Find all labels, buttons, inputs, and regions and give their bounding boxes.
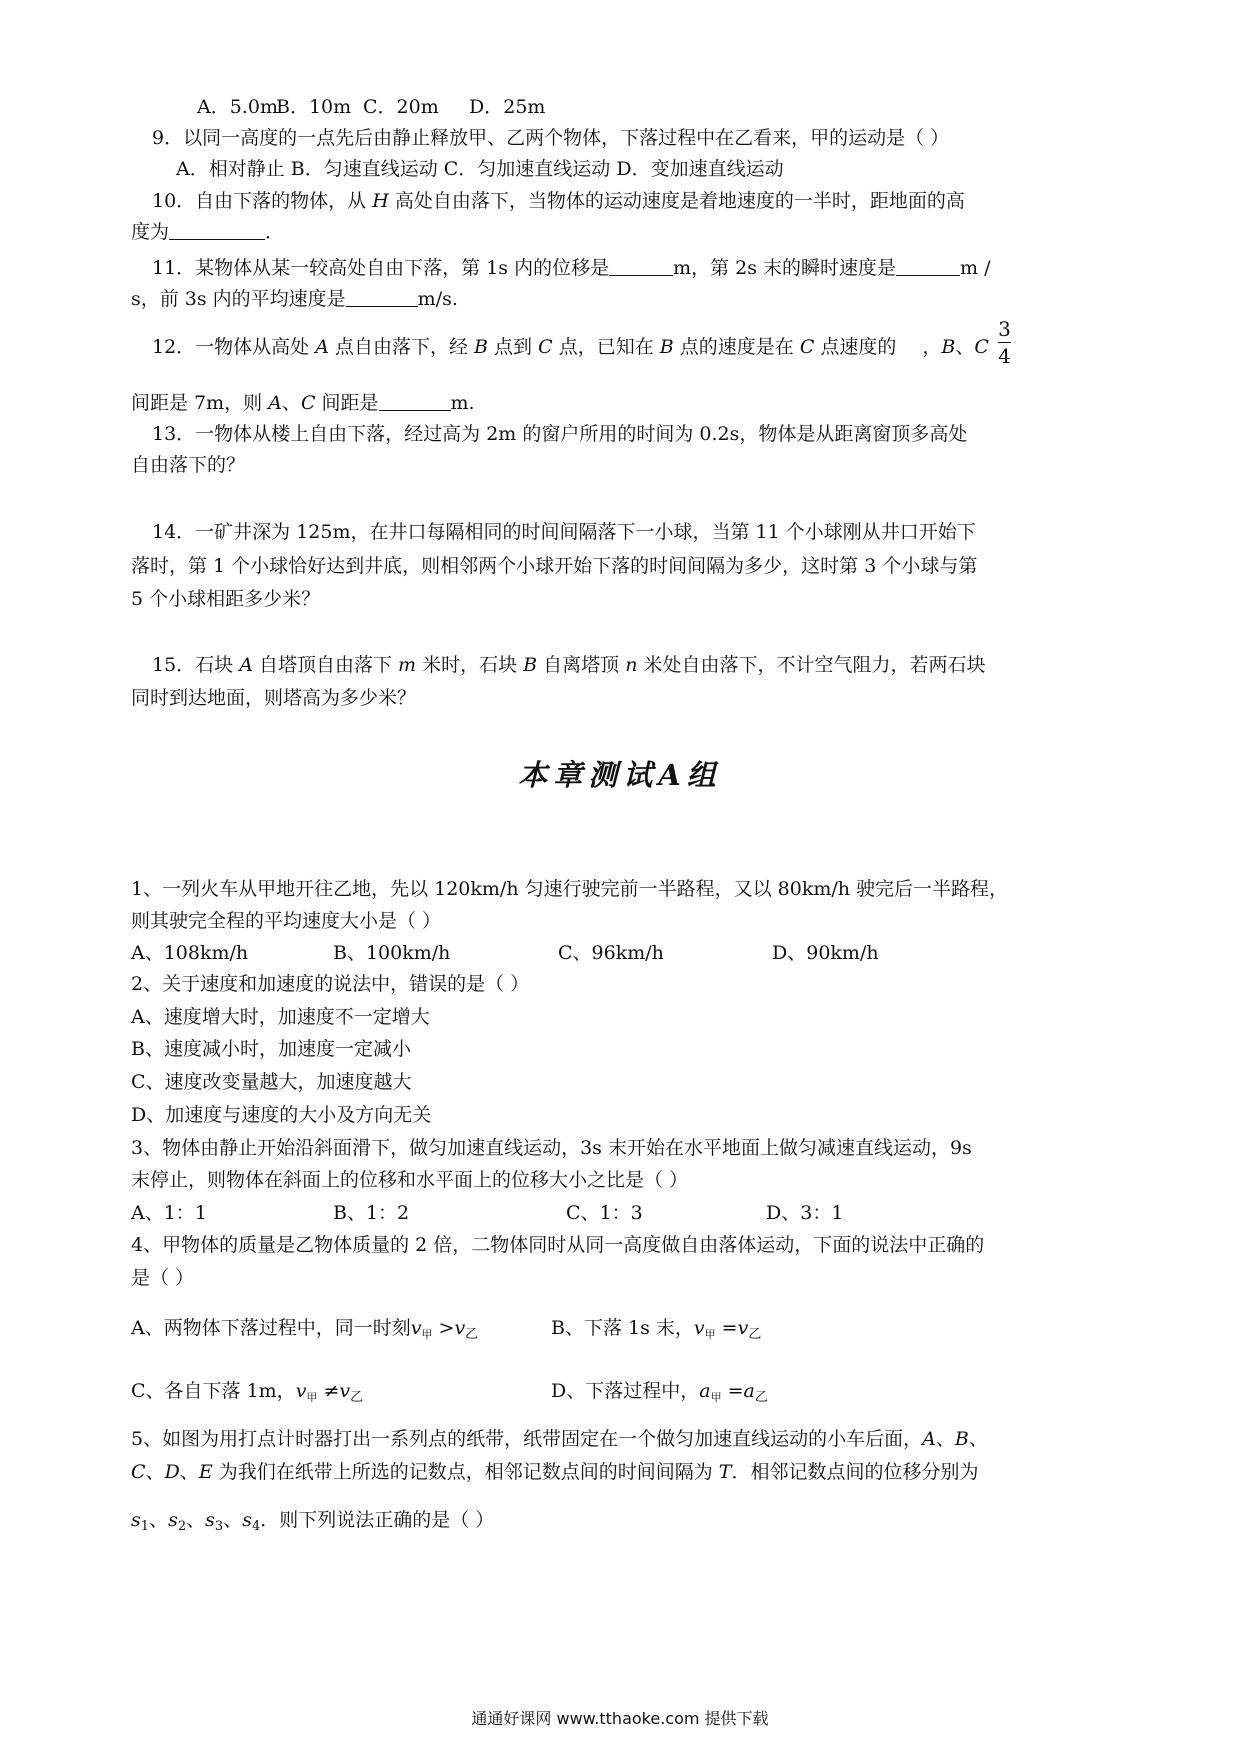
q14-line-2: 落时，第 1 个小球恰好达到井底，则相邻两个小球开始下落的时间间隔为多少，这时第 3 个小球与第 xyxy=(131,555,978,577)
q10-line-1: 10．自由下落的物体，从 H 高处自由落下，当物体的运动速度是着地速度的一半时，距地面的高 xyxy=(152,190,965,212)
p2-option-b: B、速度减小时，加速度一定减小 xyxy=(131,1038,411,1060)
p2-option-a: A、速度增大时，加速度不一定增大 xyxy=(131,1006,430,1028)
q10-line-2: 度为 ． xyxy=(131,221,285,243)
q15-line-2: 同时到达地面，则塔高为多少米？ xyxy=(131,687,417,709)
answer-blank xyxy=(609,257,673,276)
q8-option-b: B．10m xyxy=(276,96,352,118)
p4-option-c: C、各自下落 1m，$v_甲 \ne v_乙$ xyxy=(131,1380,364,1405)
p1-option-d: D、90km/h xyxy=(772,942,879,964)
q11-line-1: 11．某物体从某一较高处自由下落，第 1s 内的位移是 m，第 2s 末的瞬时速度是 m / xyxy=(152,257,991,279)
p1-option-b: B、100km/h xyxy=(333,942,451,964)
page-footer: 通通好课网 www.tthaoke.com 提供下载 xyxy=(471,1709,769,1728)
p4-line-1: 4、甲物体的质量是乙物体质量的 2 倍，二物体同时从同一高度做自由落体运动，下面的说法中正确的 xyxy=(131,1234,985,1256)
q8-option-c: C．20m xyxy=(363,96,439,118)
p3-option-d: D、3：1 xyxy=(766,1202,844,1224)
p2-option-d: D、加速度与速度的大小及方向无关 xyxy=(131,1104,432,1126)
p3-line-1: 3、物体由静止开始沿斜面滑下，做匀加速直线运动，3s 末开始在水平地面上做匀减速直线运动，9s xyxy=(131,1137,972,1159)
q15-line-1: 15．石块 A 自塔顶自由落下 m 米时，石块 B 自离塔顶 n 米处自由落下，不计空气阻力，若两石块 xyxy=(152,654,986,676)
q9-options: A．相对静止 B．匀速直线运动 C．匀加速直线运动 D．变加速直线运动 xyxy=(176,158,784,180)
answer-blank xyxy=(169,221,265,240)
p2-stem: 2、关于速度和加速度的说法中，错误的是（ ） xyxy=(131,973,530,995)
p3-option-b: B、1：2 xyxy=(333,1202,410,1224)
q14-line-3: 5 个小球相距多少米？ xyxy=(131,588,321,610)
p5-line-2: C、D、E 为我们在纸带上所选的记数点，相邻记数点间的时间间隔为 T．相邻记数点间的位移分别为 xyxy=(131,1461,979,1483)
p4-option-d: D、下落过程中，$a_甲 =a_乙$ xyxy=(551,1380,768,1405)
p1-option-a: A、108km/h xyxy=(131,942,249,964)
p3-line-2: 末停止，则物体在斜面上的位移和水平面上的位移大小之比是（ ） xyxy=(131,1169,689,1191)
fraction-three-quarters xyxy=(998,318,1011,367)
p1-option-c: C、96km/h xyxy=(558,942,664,964)
p4-line-2: 是（ ） xyxy=(131,1267,195,1289)
q9-stem: 9．以同一高度的一点先后由静止释放甲、乙两个物体，下落过程中在乙看来，甲的运动是（ ） xyxy=(152,127,950,149)
p4-option-a: A、两物体下落过程中，同一时刻$v_甲 >v_乙$ xyxy=(131,1317,479,1342)
p3-option-a: A、1：1 xyxy=(131,1202,207,1224)
q13-line-1: 13．一物体从楼上自由下落，经过高为 2m 的窗户所用的时间为 0.2s，物体是从距离窗顶多高处 xyxy=(152,423,968,445)
q8-option-a: A．5.0m xyxy=(197,96,278,118)
p1-line-1: 1、一列火车从甲地开往乙地，先以 120km/h 匀速行驶完前一半路程，又以 80km/h 驶完后一半路程， xyxy=(131,878,1009,900)
p2-option-c: C、速度改变量越大，加速度越大 xyxy=(131,1071,412,1093)
q12-line-1: 12．一物体从高处 A 点自由落下，经 B 点到 C 点，已知在 B 点的速度是在 C 点速度的 ，B、C xyxy=(152,336,989,358)
fraction-denominator: 4 xyxy=(998,344,1011,368)
section-title: 本章测试A组 xyxy=(518,758,722,792)
q12-line-2: 间距是 7m，则 A、C 间距是 m. xyxy=(131,392,475,414)
p4-option-b: B、下落 1s 末，$v_甲 =v_乙$ xyxy=(551,1317,762,1342)
p1-line-2: 则其驶完全程的平均速度大小是（ ） xyxy=(131,910,442,932)
q14-line-1: 14．一矿井深为 125m，在井口每隔相同的时间间隔落下一小球，当第 11 个小球刚从井口开始下 xyxy=(152,521,976,543)
q8-option-d: D．25m xyxy=(469,96,546,118)
q11-line-2: s，前 3s 内的平均速度是 m/s. xyxy=(131,288,458,310)
p5-line-3: $s_1$、$s_2$、$s_3$、$s_4$．则下列说法正确的是（ ） xyxy=(131,1509,495,1534)
answer-blank xyxy=(896,257,960,276)
q13-line-2: 自由落下的？ xyxy=(131,454,246,476)
answer-blank xyxy=(346,288,418,307)
answer-blank xyxy=(379,392,451,411)
p3-option-c: C、1：3 xyxy=(566,1202,643,1224)
fraction-numerator: 3 xyxy=(998,317,1011,341)
p5-line-1: 5、如图为用打点计时器打出一系列点的纸带，纸带固定在一个做匀加速直线运动的小车后面，A、B、 xyxy=(131,1428,988,1450)
